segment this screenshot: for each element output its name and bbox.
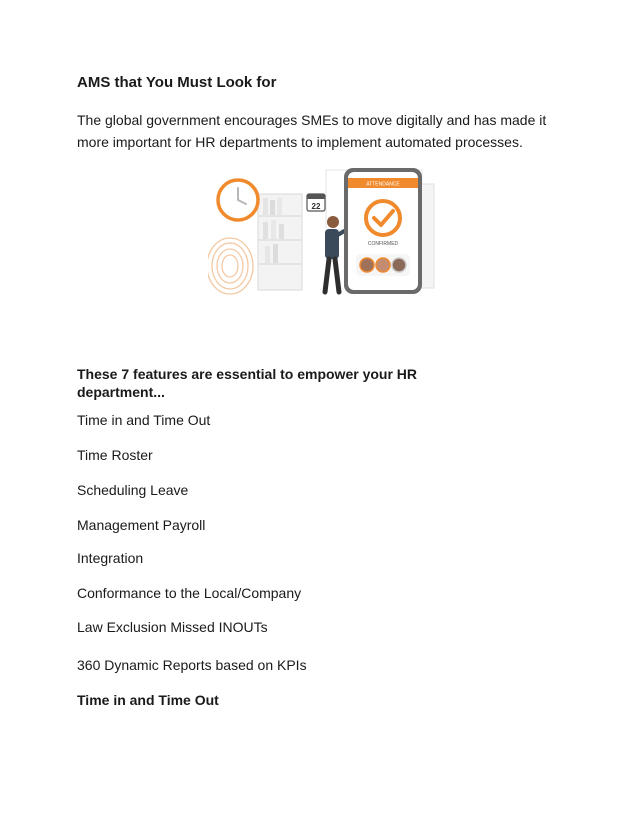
- bookshelf: [258, 194, 302, 290]
- feature-item: Time in and Time Out: [77, 412, 211, 428]
- page-title: AMS that You Must Look for: [77, 74, 277, 91]
- features-heading: These 7 features are essential to empower your HR department...: [77, 366, 418, 400]
- avatar: [392, 258, 406, 272]
- feature-item: Integration: [77, 550, 144, 566]
- feature-item: Law Exclusion Missed INOUTs: [77, 619, 268, 635]
- section-subheading: Time in and Time Out: [77, 692, 219, 708]
- phone-status-label: CONFIRMED: [367, 241, 399, 247]
- feature-item: Management Payroll: [77, 517, 206, 533]
- feature-item: 360 Dynamic Reports based on KPIs: [77, 657, 307, 673]
- calendar-icon: [307, 194, 325, 211]
- feature-item: Scheduling Leave: [77, 482, 189, 498]
- clock-icon: [218, 180, 258, 220]
- checkmark-icon: [366, 201, 400, 235]
- phone-mockup: [344, 168, 422, 294]
- feature-item: Conformance to the Local/Company: [77, 585, 302, 601]
- attendance-illustration: [208, 164, 438, 300]
- phone-header-label: ATTENDANCE: [366, 181, 400, 188]
- avatar: [360, 258, 374, 272]
- fingerprint-icon: [208, 238, 253, 294]
- avatar: [376, 258, 390, 272]
- feature-item: Time Roster: [77, 447, 153, 463]
- calendar-date: 22: [311, 202, 321, 211]
- intro-paragraph: The global government encourages SMEs to move digitally and has made it more important for HR departments to implement automated processes.: [77, 112, 547, 150]
